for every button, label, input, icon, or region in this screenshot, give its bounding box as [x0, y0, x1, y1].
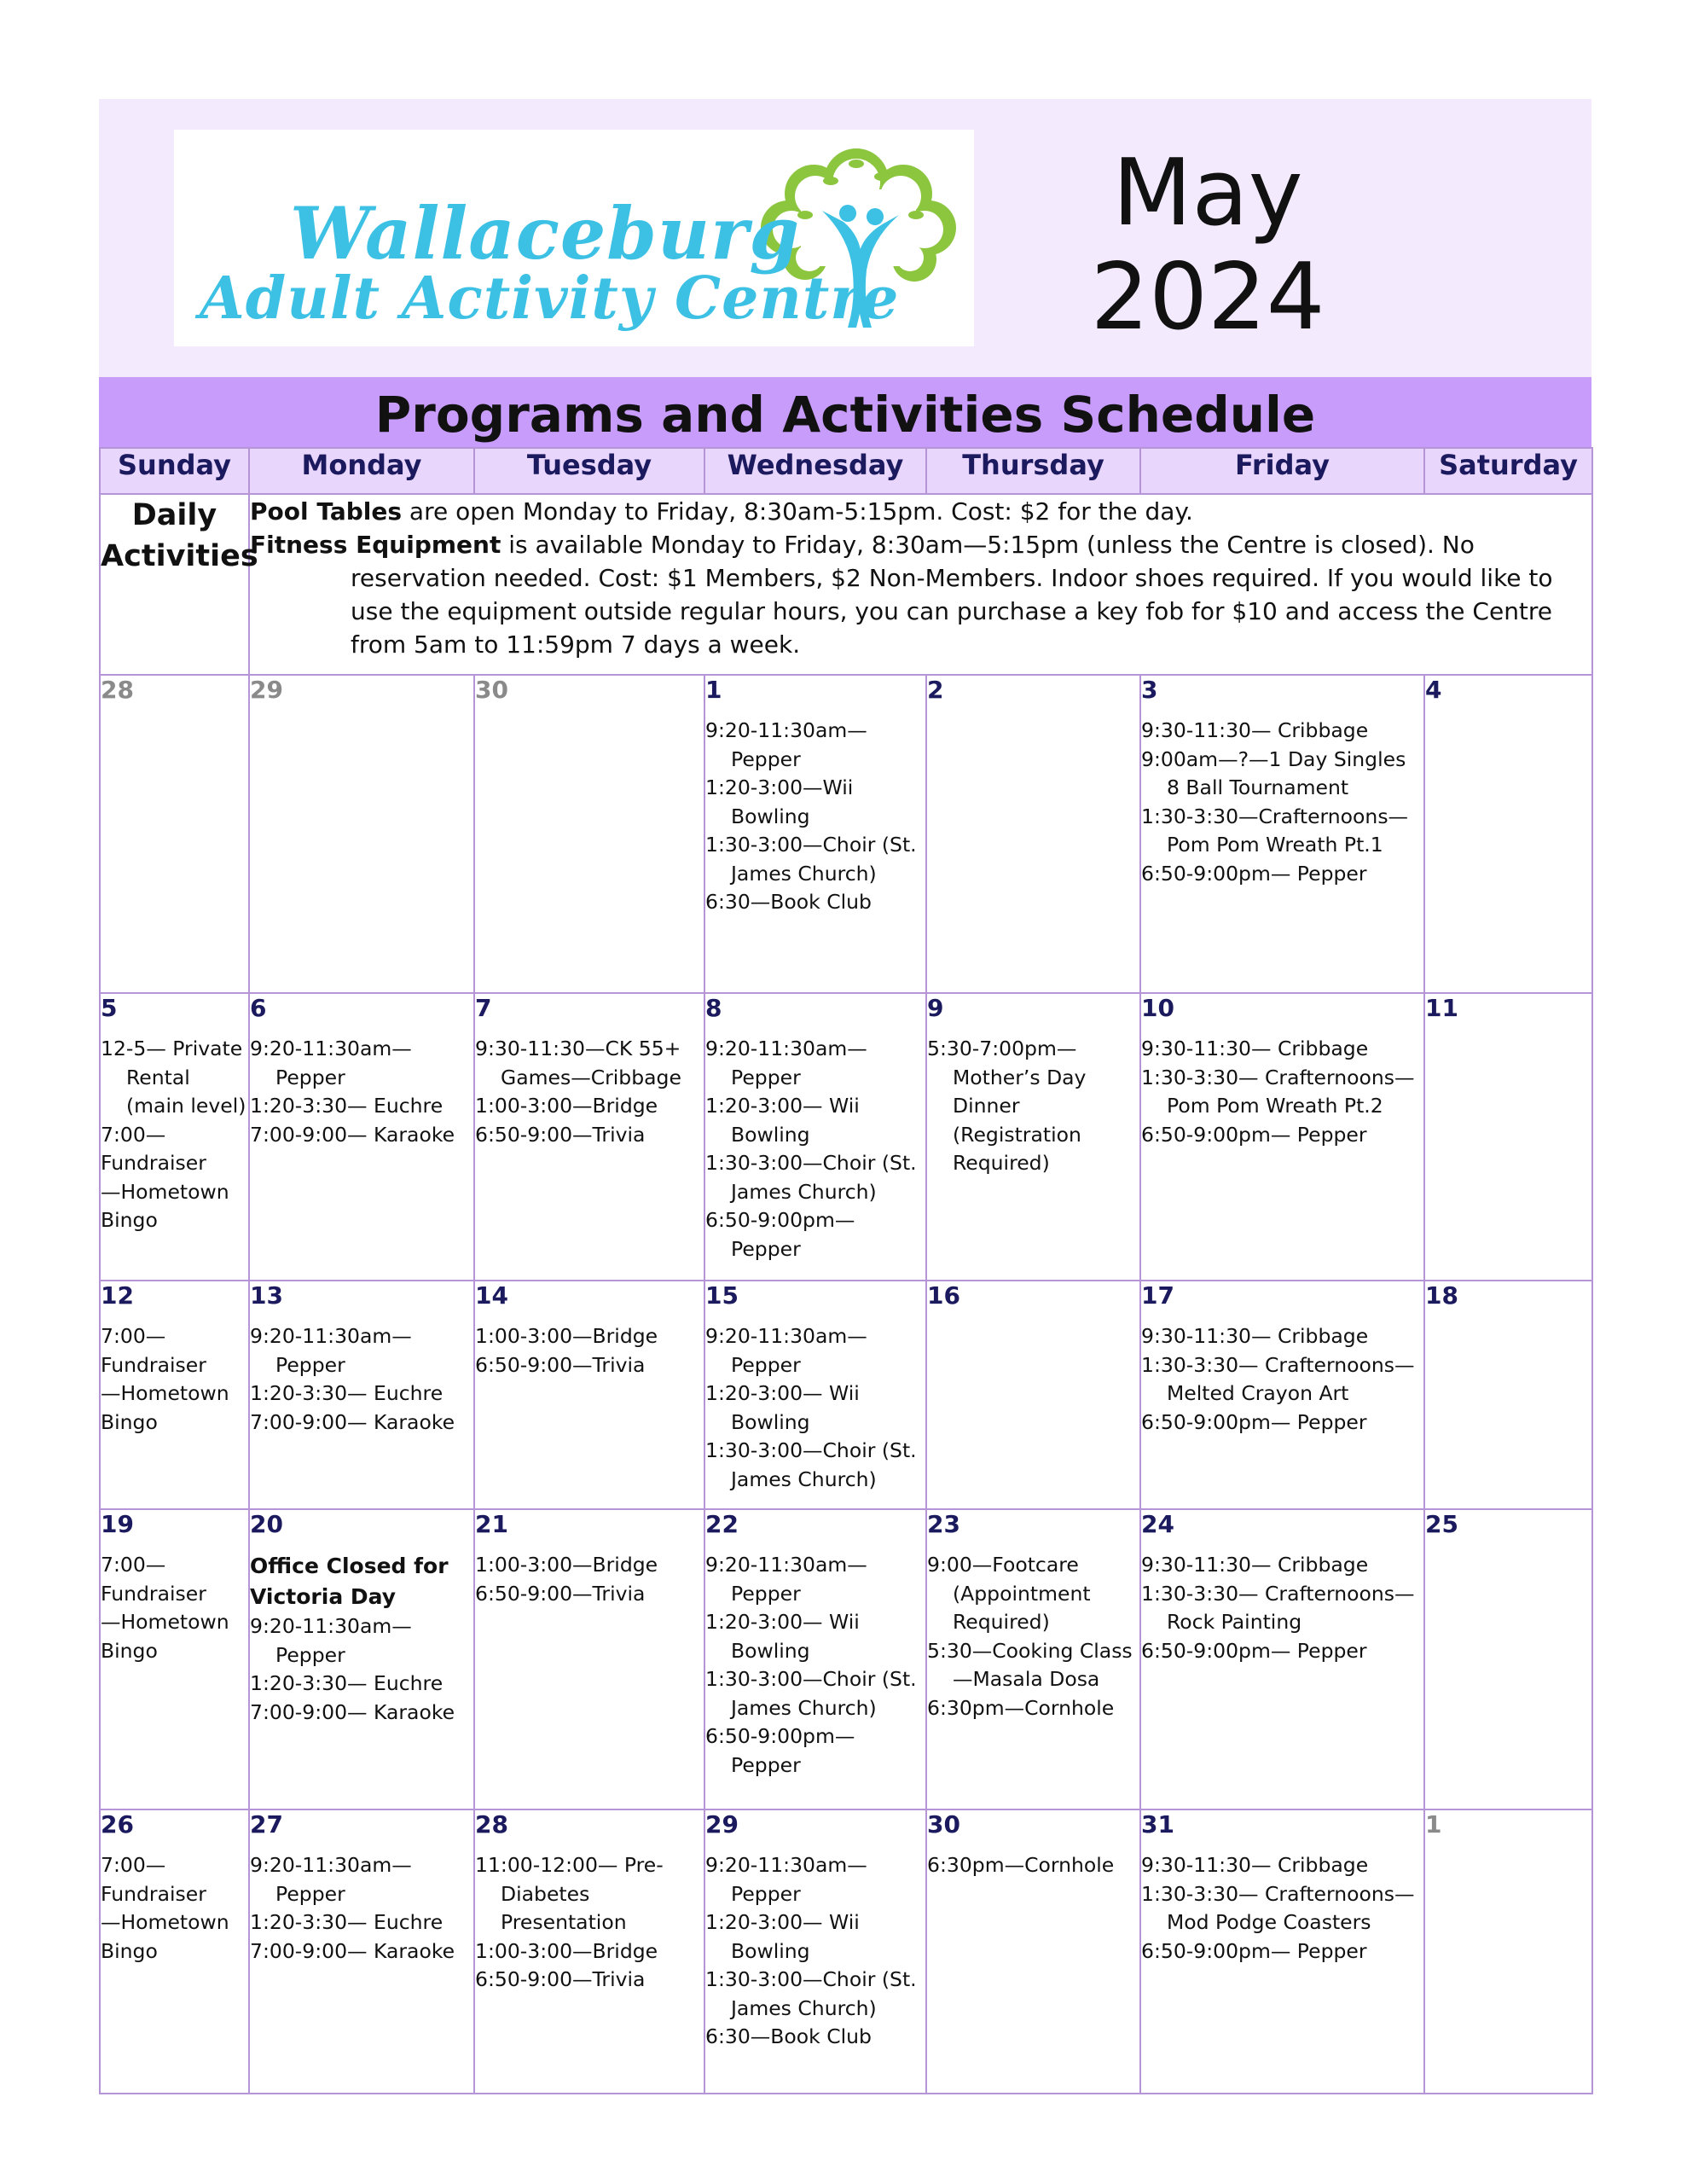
event-item: 7:00— — [101, 1324, 166, 1348]
daily-activities-row — [100, 494, 1592, 675]
event-item: 6:30—Book Club — [705, 890, 872, 914]
weekday-thursday: Thursday — [926, 448, 1140, 494]
day-cell-sunday — [100, 1809, 249, 2094]
event-item: 7:00— — [101, 1853, 166, 1877]
day-cell-thursday — [926, 993, 1140, 1281]
day-cell-tuesday — [474, 1809, 704, 2094]
week-row — [100, 993, 1592, 1281]
day-number: 18 — [1425, 1281, 1458, 1310]
event-item: 9:30-11:30—CK 55+ Games—Cribbage — [475, 1037, 681, 1089]
day-cell-saturday — [1424, 993, 1592, 1281]
event-item: Fundraiser — [101, 1881, 206, 1906]
event-item: 6:50-9:00pm— Pepper — [1141, 1409, 1367, 1434]
day-number: 2 — [927, 676, 944, 704]
event-item: 1:30-3:30— Crafternoons— Pom Pom Wreath Pt.2 — [1141, 1065, 1415, 1118]
event-item: 7:00-9:00— Karaoke — [250, 1409, 455, 1434]
event-item: 1:30-3:00—Choir (St. James Church) — [705, 1151, 917, 1204]
day-cell-saturday — [1424, 675, 1592, 993]
event-item: 1:30-3:00—Choir (St. James Church) — [705, 1967, 917, 2020]
pool-tables-text: are open Monday to Friday, 8:30am-5:15pm. Cost: $2 for the day. — [402, 497, 1193, 526]
event-item: 1:30-3:00—Choir (St. James Church) — [705, 1667, 917, 1720]
event-item: Bingo — [101, 1208, 158, 1232]
day-cell-friday — [1140, 1281, 1424, 1509]
day-cell-saturday — [1424, 1809, 1592, 2094]
daily-label-line1: Daily — [131, 498, 217, 532]
day-cell-wednesday — [704, 1809, 926, 2094]
day-cell-monday — [249, 1509, 474, 1809]
day-cell-monday — [249, 675, 474, 993]
day-cell-friday — [1140, 1809, 1424, 2094]
day-cell-wednesday — [704, 1509, 926, 1809]
day-number: 17 — [1141, 1281, 1174, 1310]
event-item: 9:20-11:30am— Pepper — [705, 1037, 867, 1089]
week-row — [100, 1809, 1592, 2094]
weekday-header-row — [100, 448, 1592, 494]
day-number: 16 — [927, 1281, 960, 1310]
event-item: 9:20-11:30am— Pepper — [705, 1553, 867, 1606]
day-cell-sunday — [100, 675, 249, 993]
event-item: 9:20-11:30am— Pepper — [250, 1037, 412, 1089]
event-item: 1:20-3:30— Euchre — [250, 1094, 443, 1118]
event-item: 11:00-12:00— Pre-Diabetes Presentation — [475, 1853, 664, 1934]
day-number: 1 — [705, 676, 722, 704]
event-item: 1:30-3:00—Choir (St. James Church) — [705, 833, 917, 886]
day-cell-monday — [249, 1281, 474, 1509]
day-number: 27 — [250, 1810, 283, 1838]
event-item: Fundraiser — [101, 1352, 206, 1377]
week-row — [100, 675, 1592, 993]
event-item: 1:00-3:00—Bridge — [475, 1553, 658, 1577]
event-item: 1:00-3:00—Bridge — [475, 1938, 658, 1963]
event-item: 9:30-11:30— Cribbage — [1141, 1553, 1369, 1577]
closure-note: Office Closed for Victoria Day — [250, 1554, 449, 1609]
day-cell-tuesday — [474, 1509, 704, 1809]
event-item: 6:30pm—Cornhole — [927, 1695, 1115, 1720]
day-number: 13 — [250, 1281, 283, 1310]
event-item: 6:50-9:00—Trivia — [475, 1967, 646, 1991]
day-number: 28 — [101, 676, 134, 704]
day-number: 11 — [1425, 994, 1458, 1022]
day-number: 23 — [927, 1510, 960, 1538]
event-item: 6:50-9:00—Trivia — [475, 1581, 646, 1606]
event-item: Bingo — [101, 1638, 158, 1663]
calendar-page — [99, 99, 1591, 2090]
header — [99, 99, 1591, 377]
day-cell-sunday — [100, 1509, 249, 1809]
event-item: 6:50-9:00pm— Pepper — [1141, 861, 1367, 886]
event-item: 1:30-3:00—Choir (St. James Church) — [705, 1438, 917, 1491]
daily-activities-text — [249, 494, 1592, 675]
event-item: 6:30pm—Cornhole — [927, 1853, 1115, 1877]
event-item: 7:00-9:00— Karaoke — [250, 1699, 455, 1724]
day-number: 21 — [475, 1510, 508, 1538]
event-item: 9:00am—?—1 Day Singles 8 Ball Tournament — [1141, 746, 1406, 799]
event-item: Fundraiser — [101, 1581, 206, 1606]
day-cell-thursday — [926, 1509, 1140, 1809]
event-item: 1:20-3:30— Euchre — [250, 1910, 443, 1934]
event-item: 9:30-11:30— Cribbage — [1141, 1324, 1369, 1348]
day-number: 24 — [1141, 1510, 1174, 1538]
event-item: 9:20-11:30am—Pepper — [705, 718, 867, 771]
event-item: 9:20-11:30am— Pepper — [250, 1853, 412, 1906]
day-number: 7 — [475, 994, 492, 1022]
weekday-friday: Friday — [1140, 448, 1424, 494]
calendar-grid — [99, 447, 1593, 2094]
day-cell-thursday — [926, 1281, 1140, 1509]
event-item: 1:30-3:30— Crafternoons— Mod Podge Coasters — [1141, 1881, 1415, 1934]
day-number: 29 — [705, 1810, 739, 1838]
month-label: May — [1112, 140, 1303, 247]
event-item: 9:30-11:30— Cribbage — [1141, 1037, 1369, 1060]
day-cell-saturday — [1424, 1281, 1592, 1509]
event-item: 6:30—Book Club — [705, 2024, 872, 2048]
weekday-wednesday: Wednesday — [704, 448, 926, 494]
event-item: 7:00— — [101, 1553, 166, 1577]
pool-tables-title: Pool Tables — [250, 497, 403, 526]
event-item: 1:00-3:00—Bridge — [475, 1324, 658, 1348]
day-number: 4 — [1425, 676, 1442, 704]
day-cell-wednesday — [704, 675, 926, 993]
weekday-monday: Monday — [249, 448, 474, 494]
event-item: 1:20-3:30— Euchre — [250, 1671, 443, 1695]
day-cell-thursday — [926, 1809, 1140, 2094]
day-cell-sunday — [100, 993, 249, 1281]
day-number: 5 — [101, 994, 118, 1022]
day-number: 30 — [927, 1810, 960, 1838]
day-cell-friday — [1140, 675, 1424, 993]
event-item: 1:30-3:30—Crafternoons— Pom Pom Wreath Pt.1 — [1141, 804, 1409, 857]
event-item: 1:20-3:00— Wii Bowling — [705, 1910, 860, 1963]
week-row — [100, 1281, 1592, 1509]
event-item: 6:50-9:00pm— Pepper — [705, 1208, 855, 1261]
event-item: 12-5— Private Rental (main level) — [101, 1037, 246, 1118]
event-item: 9:20-11:30am— Pepper — [250, 1614, 412, 1667]
event-item: 1:00-3:00—Bridge — [475, 1094, 658, 1118]
event-item: 9:20-11:30am— Pepper — [705, 1853, 867, 1906]
event-item: —Hometown — [101, 1910, 229, 1934]
day-number: 9 — [927, 994, 944, 1022]
logo — [174, 130, 974, 346]
event-item: 6:50-9:00—Trivia — [475, 1122, 646, 1147]
event-item: 6:50-9:00pm— Pepper — [705, 1724, 855, 1777]
day-cell-tuesday — [474, 675, 704, 993]
day-cell-monday — [249, 993, 474, 1281]
event-item: 1:20-3:00—Wii Bowling — [705, 775, 854, 828]
event-item: 9:20-11:30am— Pepper — [705, 1324, 867, 1377]
event-item: —Hometown — [101, 1381, 229, 1405]
day-cell-monday — [249, 1809, 474, 2094]
event-item: 9:20-11:30am— Pepper — [250, 1324, 412, 1377]
day-number: 6 — [250, 994, 267, 1022]
event-item: 7:00-9:00— Karaoke — [250, 1122, 455, 1147]
week-row — [100, 1509, 1592, 1809]
month-year — [1058, 142, 1357, 350]
daily-label-line2: Activities — [101, 539, 258, 573]
day-number: 8 — [705, 994, 722, 1022]
day-number: 10 — [1141, 994, 1174, 1022]
pool-tables-info — [250, 495, 1591, 528]
day-number: 19 — [101, 1510, 134, 1538]
event-item: 1:20-3:00— Wii Bowling — [705, 1381, 860, 1434]
event-item: 9:30-11:30— Cribbage — [1141, 1853, 1369, 1877]
day-number: 15 — [705, 1281, 739, 1310]
day-cell-tuesday — [474, 1281, 704, 1509]
day-number: 14 — [475, 1281, 508, 1310]
event-item: 1:30-3:30— Crafternoons— Rock Painting — [1141, 1581, 1415, 1634]
day-number: 31 — [1141, 1810, 1174, 1838]
weekday-tuesday: Tuesday — [474, 448, 704, 494]
fitness-equipment-text: is available Monday to Friday, 8:30am—5:15pm (unless the Centre is closed). No reservation needed. Cost: $1 Members, $2 Non-Members. Indoor shoes required. If you would like to use the equipment outside regular hours, you can purchase a key fob for $10 and access the Centre from 5am to 11:59pm 7 days a week. — [351, 531, 1553, 659]
event-item: 5:30-7:00pm— Mother’s Day Dinner (Registration Required) — [927, 1037, 1087, 1175]
event-item: 6:50-9:00pm— Pepper — [1141, 1638, 1367, 1663]
event-item: 7:00— — [101, 1122, 166, 1147]
weekday-saturday: Saturday — [1424, 448, 1592, 494]
event-item: 6:50-9:00pm— Pepper — [1141, 1122, 1367, 1147]
day-cell-wednesday — [704, 1281, 926, 1509]
logo-text-line2: Adult Activity Centre — [200, 264, 900, 333]
day-cell-friday — [1140, 1509, 1424, 1809]
fitness-equipment-info — [250, 528, 1591, 661]
event-item: 9:00—Footcare (Appointment Required) — [927, 1553, 1091, 1634]
day-number: 1 — [1425, 1810, 1442, 1838]
event-item: 6:50-9:00—Trivia — [475, 1352, 646, 1377]
day-number: 30 — [475, 676, 508, 704]
year-label: 2024 — [1090, 244, 1325, 351]
event-item: 1:20-3:00— Wii Bowling — [705, 1610, 860, 1663]
day-number: 12 — [101, 1281, 134, 1310]
day-cell-sunday — [100, 1281, 249, 1509]
day-number: 22 — [705, 1510, 739, 1538]
day-number: 20 — [250, 1510, 283, 1538]
day-number: 29 — [250, 676, 283, 704]
event-item: Bingo — [101, 1938, 158, 1963]
event-item: 5:30—Cooking Class—Masala Dosa — [927, 1638, 1133, 1691]
day-number: 25 — [1425, 1510, 1458, 1538]
day-cell-friday — [1140, 993, 1424, 1281]
event-item: 6:50-9:00pm— Pepper — [1141, 1938, 1367, 1963]
event-item: 1:30-3:30— Crafternoons— Melted Crayon Art — [1141, 1352, 1415, 1405]
day-cell-tuesday — [474, 993, 704, 1281]
event-item: —Hometown — [101, 1179, 229, 1204]
event-item: Bingo — [101, 1409, 158, 1434]
event-item: 9:30-11:30— Cribbage — [1141, 718, 1369, 742]
event-item: 1:20-3:00— Wii Bowling — [705, 1094, 860, 1147]
day-number: 28 — [475, 1810, 508, 1838]
event-item: 1:20-3:30— Euchre — [250, 1381, 443, 1405]
day-number: 3 — [1141, 676, 1158, 704]
fitness-equipment-title: Fitness Equipment — [250, 531, 501, 559]
event-item: Fundraiser — [101, 1151, 206, 1175]
daily-activities-label — [100, 494, 258, 675]
weekday-sunday: Sunday — [100, 448, 249, 494]
event-item: 7:00-9:00— Karaoke — [250, 1938, 455, 1963]
day-number: 26 — [101, 1810, 134, 1838]
schedule-title: Programs and Activities Schedule — [99, 377, 1591, 447]
day-cell-thursday — [926, 675, 1140, 993]
day-cell-wednesday — [704, 993, 926, 1281]
logo-text-line1: Wallaceburg — [290, 191, 801, 276]
day-cell-saturday — [1424, 1509, 1592, 1809]
event-item: —Hometown — [101, 1610, 229, 1634]
